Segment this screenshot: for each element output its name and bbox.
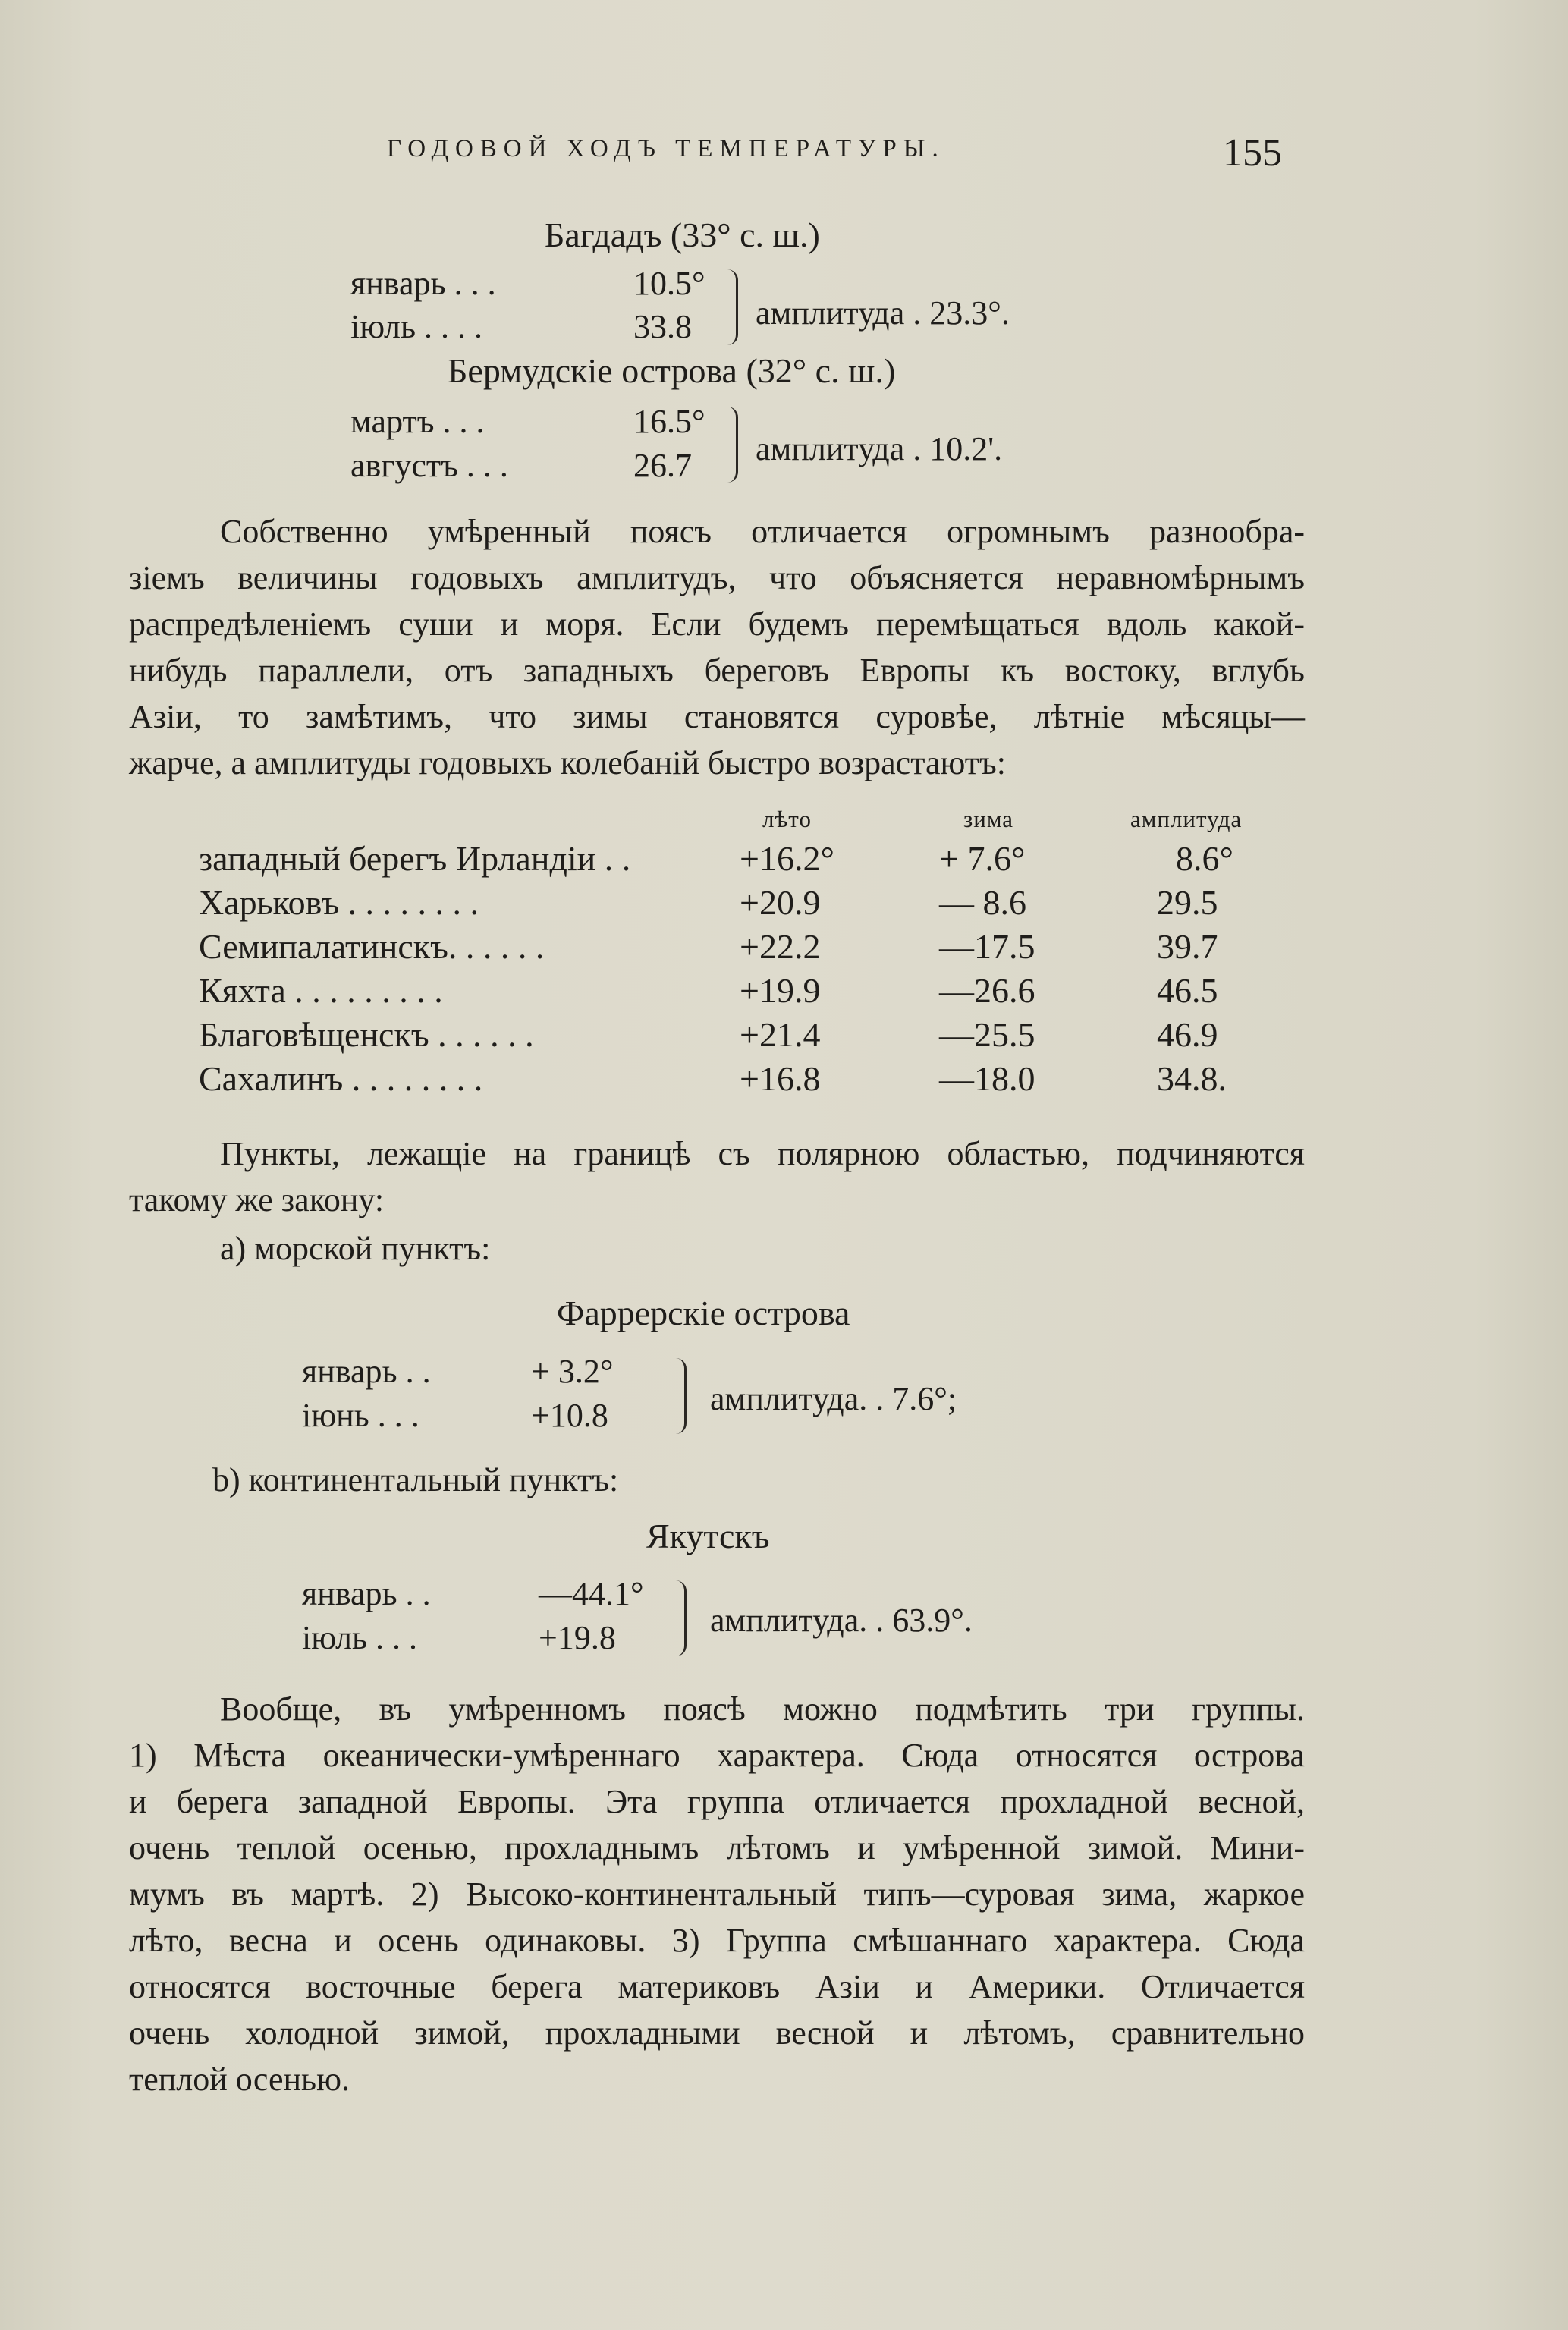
column-header-amplitude: амплитуда — [1130, 806, 1243, 832]
baghdad-amplitude: амплитуда . 23.3°. — [756, 294, 1010, 332]
baghdad-row-value: 10.5° — [633, 265, 705, 302]
text-line: Собственно умѣренный поясъ отличается огромнымъ разнообра- — [220, 513, 1305, 550]
table-cell-winter: —26.6 — [939, 971, 1035, 1010]
table-cell-amplitude: 46.9 — [1157, 1015, 1218, 1054]
paragraph-2 — [129, 1130, 1305, 1223]
table-row-place: Сахалинъ . . . . . . . . — [199, 1059, 483, 1098]
table-cell-summer: +22.2 — [740, 927, 821, 966]
running-title: ГОДОВОЙ ХОДЪ ТЕМПЕРАТУРЫ. — [387, 135, 945, 162]
table-cell-winter: —18.0 — [939, 1059, 1035, 1098]
table-row-place: западный берегъ Ирландіи . . — [199, 839, 631, 878]
baghdad-row-label: іюль . . . . — [350, 308, 483, 345]
table-cell-summer: +21.4 — [740, 1015, 821, 1054]
text-line: мумъ въ мартѣ. 2) Высоко-континентальный типъ—суровая зима, жаркое — [129, 1876, 1305, 1913]
yakutsk-row-value: +19.8 — [539, 1619, 616, 1656]
table-cell-winter: —25.5 — [939, 1015, 1035, 1054]
faroe-row-label: январь . . — [302, 1353, 431, 1390]
text-line: и берега западной Европы. Эта группа отличается прохладной весной, — [129, 1783, 1305, 1820]
yakutsk-row-label: январь . . — [302, 1575, 431, 1612]
section-b-label: b) континентальный пунктъ: — [212, 1461, 619, 1498]
text-line: очень теплой осенью, прохладнымъ лѣтомъ и умѣренной зимой. Мини- — [129, 1829, 1305, 1866]
baghdad-row-label: январь . . . — [350, 265, 496, 302]
column-header-winter: зима — [963, 806, 1013, 832]
faroe-row-value: + 3.2° — [531, 1353, 614, 1390]
table-row-place: Семипалатинскъ. . . . . . — [199, 927, 545, 966]
yakutsk-row-label: іюль . . . — [302, 1619, 418, 1656]
table-cell-winter: —17.5 — [939, 927, 1035, 966]
table-cell-summer: +16.8 — [740, 1059, 821, 1098]
faroe-row-label: іюнь . . . — [302, 1397, 419, 1434]
text-line: Азіи, то замѣтимъ, что зимы становятся суровѣе, лѣтніе мѣсяцы— — [129, 698, 1305, 735]
table-cell-amplitude: 34.8. — [1157, 1059, 1227, 1098]
yakutsk-caption: Якутскъ — [646, 1517, 770, 1555]
paragraph-3 — [129, 1686, 1305, 2102]
column-header-summer: лѣто — [762, 806, 812, 832]
bracket — [727, 407, 738, 483]
faroe-row-value: +10.8 — [531, 1397, 608, 1434]
table-cell-summer: +20.9 — [740, 883, 821, 922]
baghdad-row-value: 33.8 — [633, 308, 692, 345]
table-cell-amplitude: 46.5 — [1157, 971, 1218, 1010]
table-cell-amplitude: 29.5 — [1157, 883, 1218, 922]
table-cell-summer: +19.9 — [740, 971, 821, 1010]
yakutsk-amplitude: амплитуда. . 63.9°. — [710, 1602, 973, 1639]
page-number: 155 — [1223, 131, 1282, 175]
bracket — [675, 1358, 687, 1434]
table-cell-winter: + 7.6° — [939, 839, 1026, 878]
bermuda-amplitude: амплитуда . 10.2'. — [756, 430, 1003, 467]
text-line: Пункты, лежащіе на границѣ съ полярною областью, подчиняются — [220, 1135, 1305, 1172]
text-line: Вообще, въ умѣренномъ поясѣ можно подмѣтить три группы. — [220, 1690, 1305, 1728]
table-cell-winter: — 8.6 — [939, 883, 1026, 922]
bermuda-row-value: 26.7 — [633, 447, 692, 484]
paragraph-1 — [129, 508, 1305, 786]
table-row-place: Харьковъ . . . . . . . . — [199, 883, 479, 922]
bracket — [675, 1580, 687, 1656]
table-row-place: Благовѣщенскъ . . . . . . — [199, 1015, 534, 1054]
text-line: жарче, а амплитуды годовыхъ колебаній быстро возрастаютъ: — [129, 744, 1006, 781]
table-cell-summer: +16.2° — [740, 839, 834, 878]
text-line: такому же закону: — [129, 1181, 385, 1218]
bracket — [727, 269, 738, 345]
yakutsk-row-value: —44.1° — [539, 1575, 644, 1612]
table-cell-amplitude: 8.6° — [1176, 839, 1233, 878]
text-line: зіемъ величины годовыхъ амплитудъ, что объясняется неравномѣрнымъ — [129, 559, 1305, 596]
baghdad-caption: Багдадъ (33° с. ш.) — [545, 215, 820, 254]
bermuda-row-label: августъ . . . — [350, 447, 508, 484]
text-line: распредѣленіемъ суши и моря. Если будемъ перемѣщаться вдоль какой- — [129, 605, 1305, 643]
bermuda-row-label: мартъ . . . — [350, 403, 485, 440]
text-line: нибудь параллели, отъ западныхъ береговъ Европы къ востоку, вглубь — [129, 652, 1305, 689]
text-line: относятся восточные берега материковъ Азіи и Америки. Отличается — [129, 1968, 1305, 2005]
faroe-amplitude: амплитуда. . 7.6°; — [710, 1380, 957, 1417]
bermuda-caption: Бермудскіе острова (32° с. ш.) — [448, 351, 896, 390]
text-line: очень холодной зимой, прохладными весной и лѣтомъ, сравнительно — [129, 2014, 1305, 2052]
text-line: лѣто, весна и осень одинаковы. 3) Группа смѣшаннаго характера. Сюда — [129, 1922, 1305, 1959]
bermuda-row-value: 16.5° — [633, 403, 705, 440]
faroe-caption: Фаррерскіе острова — [557, 1294, 850, 1332]
section-a-label: a) морской пунктъ: — [220, 1230, 491, 1267]
table-cell-amplitude: 39.7 — [1157, 927, 1218, 966]
table-row-place: Кяхта . . . . . . . . . — [199, 971, 443, 1010]
text-line: теплой осенью. — [129, 2061, 350, 2098]
text-line: 1) Мѣста океанически-умѣреннаго характера. Сюда относятся острова — [129, 1737, 1305, 1774]
